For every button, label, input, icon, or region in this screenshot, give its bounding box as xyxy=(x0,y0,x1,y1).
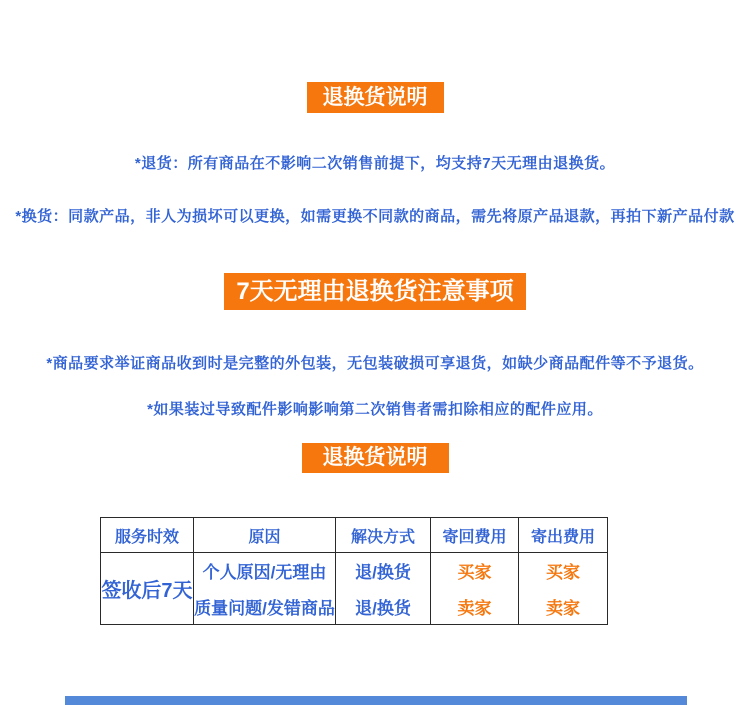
cell-solution: 退/换货 xyxy=(336,589,431,625)
header-solution: 解决方式 xyxy=(336,518,431,553)
accessory-deduction-line: *如果装过导致配件影响影响第二次销售者需扣除相应的配件应用。 xyxy=(147,401,603,418)
footer-divider-bar xyxy=(65,696,687,705)
cell-reason: 质量问题/发错商品 xyxy=(194,589,336,625)
header-send-fee: 寄出费用 xyxy=(519,518,608,553)
cell-solution: 退/换货 xyxy=(336,553,431,589)
banner-row-1 xyxy=(0,82,750,113)
cell-return-fee: 卖家 xyxy=(431,589,519,625)
banner-row-2 xyxy=(0,273,750,310)
cell-return-fee: 买家 xyxy=(431,553,519,589)
header-return-fee: 寄回费用 xyxy=(431,518,519,553)
banner-row-3 xyxy=(0,443,750,473)
header-reason: 原因 xyxy=(194,518,336,553)
cell-service-time: 签收后7天 xyxy=(101,553,194,625)
return-policy-banner-bottom: 退换货说明 xyxy=(302,443,449,473)
table-row xyxy=(101,553,608,589)
header-service-time: 服务时效 xyxy=(101,518,194,553)
return-policy-line: *退货：所有商品在不影响二次销售前提下，均支持7天无理由退换货。 xyxy=(134,155,616,172)
seven-day-notice-banner: 7天无理由退换货注意事项 xyxy=(224,273,525,310)
return-policy-banner-top: 退换货说明 xyxy=(307,82,444,113)
cell-send-fee: 买家 xyxy=(519,553,608,589)
cell-send-fee: 卖家 xyxy=(519,589,608,625)
cell-reason: 个人原因/无理由 xyxy=(194,553,336,589)
packaging-requirement-line: *商品要求举证商品收到时是完整的外包装，无包装破损可享退货，如缺少商品配件等不予退货。 xyxy=(46,355,704,372)
exchange-policy-line: *换货：同款产品，非人为损坏可以更换，如需更换不同款的商品，需先将原产品退款，再拍下新产品付款 xyxy=(15,208,735,225)
table-header-row xyxy=(101,518,608,553)
return-policy-table xyxy=(100,517,608,625)
